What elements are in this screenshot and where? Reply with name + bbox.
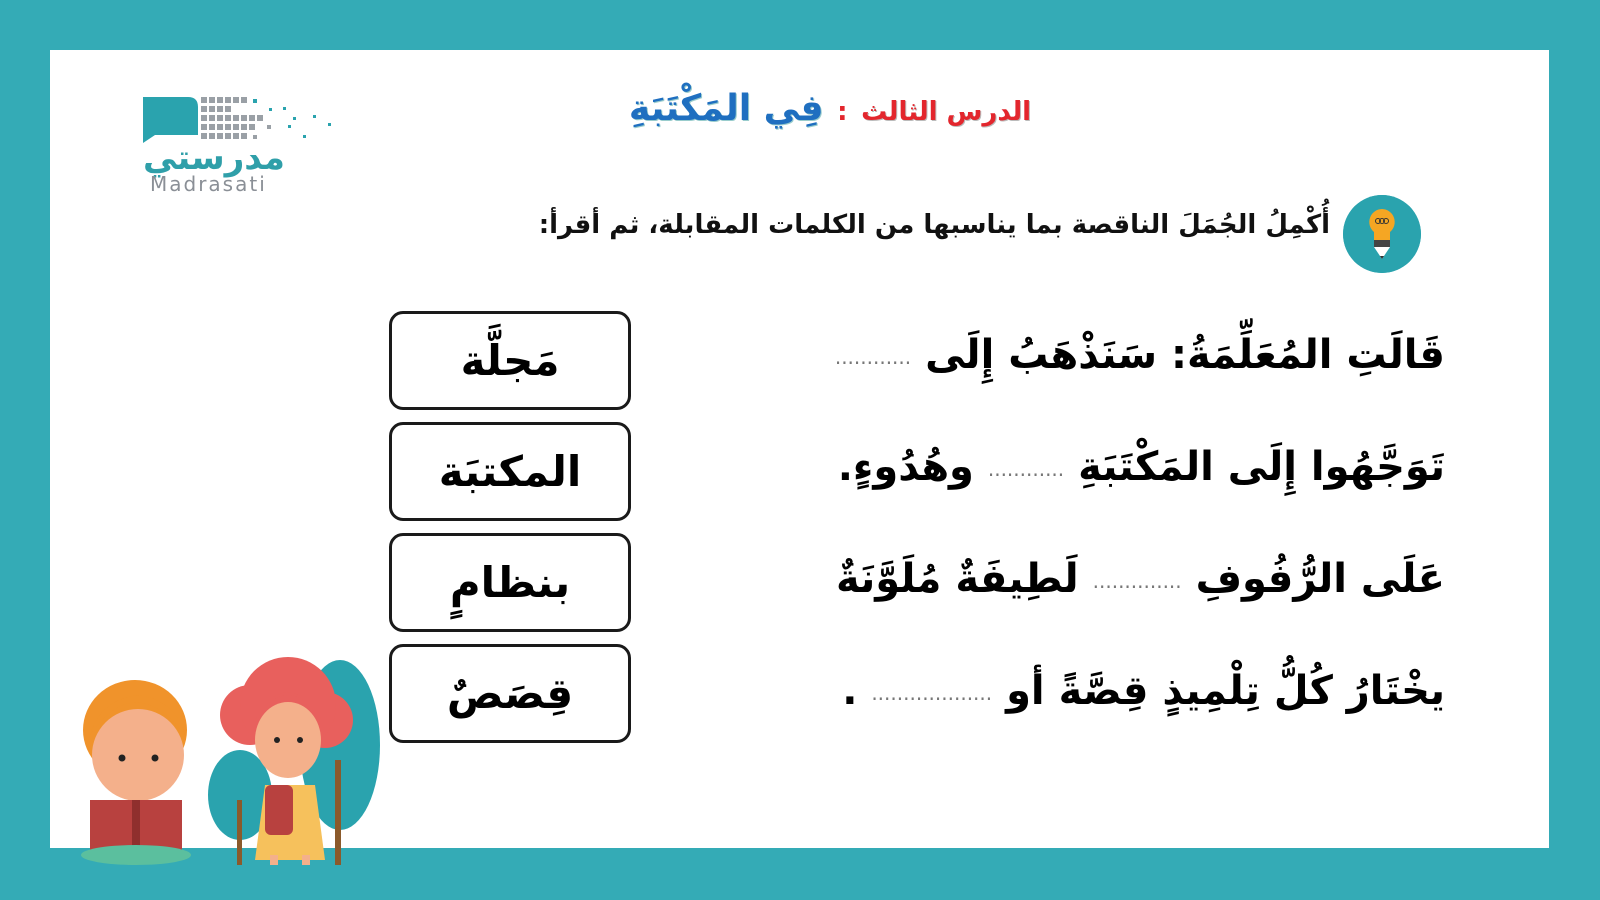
sentence-1 [655, 315, 1445, 427]
instruction-text: أُكْمِلُ الجُمَلَ الناقصة بما يناسبها من الكلمات المقابلة، ثم أقرأ: [538, 210, 1330, 240]
sentence-text-after: لَطِيفَةٌ مُلَوَّنَةٌ [835, 556, 1079, 602]
logo-latin-text: Madrasati [150, 172, 267, 196]
lesson-title [600, 88, 1060, 148]
blank-field[interactable]: ............ [987, 457, 1065, 481]
lesson-label: الدرس الثالث [861, 97, 1032, 127]
sentence-list [655, 315, 1445, 763]
sentence-3 [655, 539, 1445, 651]
sentence-text: قَالَتِ المُعَلِّمَةُ: سَنَذْهَبُ إِلَى [925, 332, 1445, 378]
blank-field[interactable]: .............. [1092, 569, 1182, 593]
sentence-text-after: وهُدُوءٍ. [837, 444, 974, 490]
sentence-2 [655, 427, 1445, 539]
sentence-text-after: . [842, 668, 858, 714]
lightbulb-pencil-icon [1343, 195, 1421, 273]
sentence-text: عَلَى الرُّفُوفِ [1195, 556, 1445, 602]
sentence-text: يخْتَارُ كُلُّ تِلْمِيذٍ قِصَّةً أو [1006, 668, 1445, 714]
word-card[interactable]: بنظامٍ [389, 533, 631, 632]
children-reading-illustration [70, 650, 390, 865]
title-separator: : [837, 97, 848, 127]
blank-field[interactable]: ................... [871, 681, 993, 705]
word-card[interactable]: قِصَصٌ [389, 644, 631, 743]
lesson-name: فِي المَكْتَبَةِ [628, 88, 824, 129]
word-card[interactable]: المكتبَة [389, 422, 631, 521]
sentence-text: تَوَجَّهُوا إِلَى المَكْتَبَةِ [1078, 444, 1445, 490]
word-bank [389, 311, 631, 755]
blank-field[interactable]: ............ [834, 345, 912, 369]
word-card[interactable]: مَجلَّة [389, 311, 631, 410]
logo-arabic-text: مدرستي [143, 138, 285, 178]
sentence-4 [655, 651, 1445, 763]
